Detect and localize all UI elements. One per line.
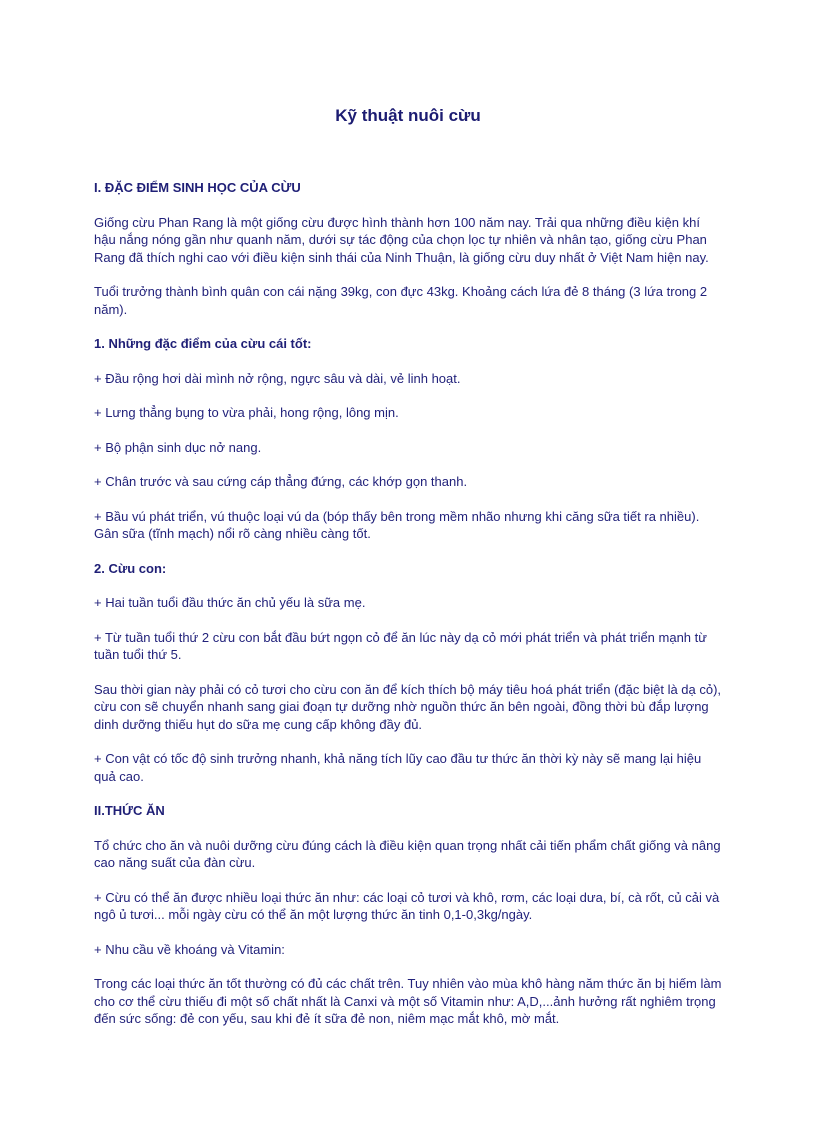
section-good-ewe-traits-heading: 1. Những đặc điểm của cừu cái tốt: bbox=[94, 336, 312, 351]
paragraph-adult-weight: Tuổi trưởng thành bình quân con cái nặng 39kg, con đực 43kg. Khoảng cách lứa đẻ 8 tháng (3 lứa trong 2 năm). bbox=[94, 284, 708, 317]
paragraph-udder-trait: + Bầu vú phát triển, vú thuộc loại vú da (bóp thấy bên trong mềm nhão nhưng khi căng sữa tiết ra nhiều). Gân sữa (tĩnh mạch) nổi rõ càng nhiều càng tốt. bbox=[94, 508, 700, 541]
section-feed-heading: II.THỨC ĂN bbox=[94, 803, 165, 818]
section-feed bbox=[94, 802, 722, 1028]
section-lambs bbox=[94, 560, 722, 786]
paragraph-week-two-grazing: + Từ tuần tuổi thứ 2 cừu con bắt đầu bứt ngọn cỏ để ăn lúc này dạ cỏ mới phát triển và phát triển mạnh từ tuần tuổi thứ 5. bbox=[94, 629, 707, 662]
paragraph-growth-rate: + Con vật có tốc độ sinh trưởng nhanh, khả năng tích lũy cao đầu tư thức ăn thời kỳ này sẽ mang lại hiệu quả cao. bbox=[94, 751, 702, 784]
section-lambs-heading: 2. Cừu con: bbox=[94, 560, 167, 576]
paragraph-first-weeks-milk: + Hai tuần tuổi đầu thức ăn chủ yếu là sữa mẹ. bbox=[94, 595, 366, 610]
paragraph-mineral-vitamin-need: + Nhu cầu về khoáng và Vitamin: bbox=[94, 941, 285, 957]
paragraph-dry-season-deficiency: Trong các loại thức ăn tốt thường có đủ các chất trên. Tuy nhiên vào mùa khô hàng năm thức ăn bị hiếm làm cho cơ thể cừu thiếu đi một số chất nhất là Canxi và một số Vitamin như: A,D,...ảnh hưởng rất nghiêm trọng đến sức sống: đẻ con yếu, sau khi đẻ ít sữa đẻ non, niêm mạc mắt khô, mờ mắt. bbox=[94, 976, 722, 1026]
paragraph-feeding-organization: Tổ chức cho ăn và nuôi dưỡng cừu đúng cách là điều kiện quan trọng nhất cải tiến phẩm chất giống và nâng cao năng suất của đàn cừu. bbox=[94, 837, 721, 870]
paragraph-head-trait: + Đầu rộng hơi dài mình nở rộng, ngực sâu và dài, vẻ linh hoạt. bbox=[94, 370, 461, 386]
paragraph-fresh-grass: Sau thời gian này phải có cỏ tươi cho cừu con ăn để kích thích bộ máy tiêu hoá phát triển (đặc biệt là dạ cỏ), cừu con sẽ chuyển nhanh sang giai đoạn tự dưỡng nhờ nguồn thức ăn bên ngoài, đồng thời bù đắp lượng dinh dưỡng thiếu hụt do sữa mẹ cung cấp không đầy đủ. bbox=[94, 681, 722, 732]
paragraph-feed-types: + Cừu có thể ăn được nhiều loại thức ăn như: các loại cỏ tươi và khô, rơm, các loại dưa, bí, cà rốt, củ cải và ngô ủ tươi... mỗi ngày cừu có thể ăn một lượng thức ăn tinh 0,1-0,3kg/ngày. bbox=[94, 889, 720, 922]
section-sheep-biology-heading: I. ĐẶC ĐIỂM SINH HỌC CỦA CỪU bbox=[94, 180, 301, 195]
paragraph-genital-trait: + Bộ phận sinh dục nở nang. bbox=[94, 439, 262, 455]
paragraph-legs-trait: + Chân trước và sau cứng cáp thẳng đứng, các khớp gọn thanh. bbox=[94, 474, 468, 489]
paragraph-back-trait: + Lưng thẳng bụng to vừa phải, hong rộng, lông mịn. bbox=[94, 405, 399, 420]
document-title: Kỹ thuật nuôi cừu bbox=[335, 106, 481, 125]
section-good-ewe-traits bbox=[94, 335, 722, 543]
section-sheep-biology bbox=[94, 179, 722, 318]
paragraph-breed-origin: Giống cừu Phan Rang là một giống cừu được hình thành hơn 100 năm nay. Trải qua những điều kiện khí hậu nắng nóng gần như quanh năm, dưới sự tác động của chọn lọc tự nhiên và nhân tạo, giống cừu Phan Rang đã thích nghi cao với điều kiện sinh thái của Ninh Thuận, là giống cừu duy nhất ở Việt Nam hiện nay. bbox=[94, 214, 709, 265]
